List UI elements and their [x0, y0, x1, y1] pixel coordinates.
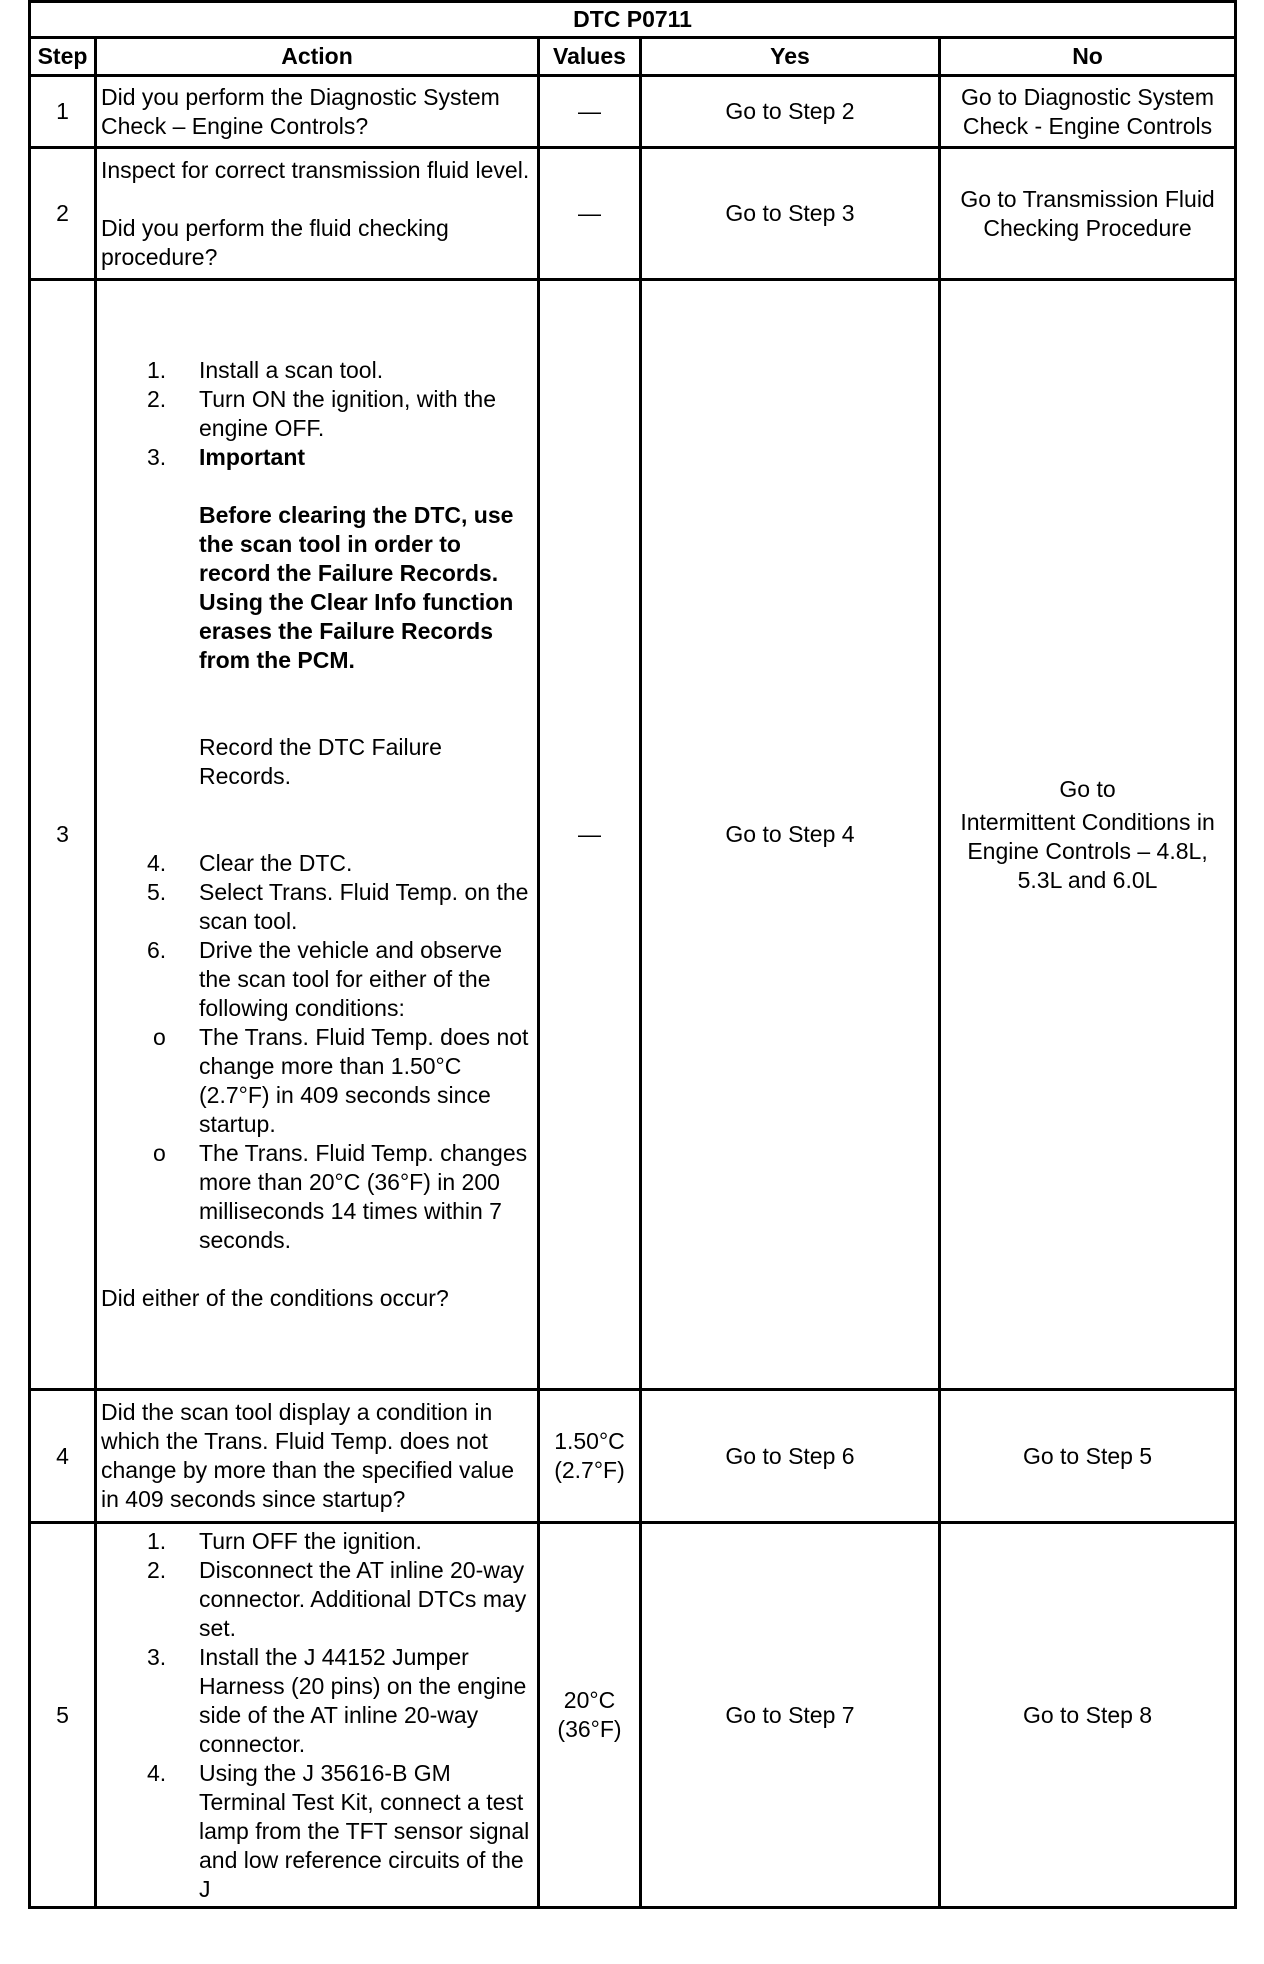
- list-item: 3. Important Before clearing the DTC, use the scan tool in order to record the Failure Records. Using the Clear Info function erases the Failure Records from the PCM. Record the DTC Failure Records.: [101, 443, 533, 791]
- table-row: [30, 280, 1236, 1390]
- yes-cell: Go to Step 6: [641, 1390, 940, 1523]
- yes-cell: Go to Step 7: [641, 1523, 940, 1908]
- action-cell: Did the scan tool display a condition in which the Trans. Fluid Temp. does not change by more than the specified value in 409 seconds since startup?: [96, 1390, 539, 1523]
- condition-item: o The Trans. Fluid Temp. does not change more than 1.50°C (2.7°F) in 409 seconds since startup.: [153, 1024, 529, 1137]
- list-item: 4. Clear the DTC.: [147, 850, 353, 876]
- no-cell: Go to Step 5: [940, 1390, 1236, 1523]
- step-number: 1: [30, 76, 96, 148]
- no-cell: Go to Transmission Fluid Checking Procedure: [940, 148, 1236, 280]
- header-step: Step: [30, 38, 96, 76]
- no-goto: Go to: [1059, 775, 1116, 802]
- action-cell: Did you perform the Diagnostic System Check – Engine Controls?: [96, 76, 539, 148]
- no-cell: Go to Diagnostic System Check - Engine Controls: [940, 76, 1236, 148]
- action-cell: [96, 1523, 539, 1908]
- values-cell: —: [539, 280, 641, 1390]
- list-item: 2. Turn ON the ignition, with the engine OFF.: [147, 386, 497, 441]
- list-item: 1. Turn OFF the ignition.: [147, 1527, 422, 1554]
- action-cell: [96, 148, 539, 280]
- step-number: 3: [30, 280, 96, 1390]
- list-item: 3. Install the J 44152 Jumper Harness (20 pins) on the engine side of the AT inline 20-way connector.: [147, 1643, 527, 1757]
- header-no: No: [940, 38, 1236, 76]
- action-list: [101, 356, 533, 1255]
- condition-item: o The Trans. Fluid Temp. changes more than 20°C (36°F) in 200 milliseconds 14 times within 7 seconds.: [153, 1140, 528, 1253]
- step-number: 5: [30, 1523, 96, 1908]
- yes-cell: Go to Step 3: [641, 148, 940, 280]
- values-cell: 1.50°C (2.7°F): [539, 1390, 641, 1523]
- condition-list: [101, 1023, 533, 1255]
- no-cell: [940, 280, 1236, 1390]
- action-question: Did either of the conditions occur?: [101, 1285, 449, 1311]
- table-title: DTC P0711: [30, 2, 1236, 38]
- table-row: [30, 148, 1236, 280]
- dtc-table: [28, 0, 1237, 1909]
- list-item: 5. Select Trans. Fluid Temp. on the scan tool.: [147, 879, 529, 934]
- no-cell: Go to Step 8: [940, 1523, 1236, 1908]
- table-row: [30, 1523, 1236, 1908]
- values-cell: —: [539, 148, 641, 280]
- yes-cell: Go to Step 4: [641, 280, 940, 1390]
- table-row: [30, 1390, 1236, 1523]
- step-number: 4: [30, 1390, 96, 1523]
- values-cell: 20°C (36°F): [539, 1523, 641, 1908]
- list-item: 2. Disconnect the AT inline 20-way connector. Additional DTCs may set.: [147, 1556, 527, 1641]
- record-text: Record the DTC Failure Records.: [199, 734, 442, 789]
- header-yes: Yes: [641, 38, 940, 76]
- values-cell: —: [539, 76, 641, 148]
- action-list: [101, 1527, 533, 1904]
- table-row: [30, 76, 1236, 148]
- yes-cell: Go to Step 2: [641, 76, 940, 148]
- header-values: Values: [539, 38, 641, 76]
- action-text: Inspect for correct transmission fluid level.: [101, 156, 530, 183]
- step-number: 2: [30, 148, 96, 280]
- important-note: Before clearing the DTC, use the scan tool in order to record the Failure Records. Using the Clear Info function erases the Failure Records from the PCM.: [199, 502, 514, 673]
- list-item: 1. Install a scan tool.: [147, 357, 384, 383]
- action-cell: [96, 280, 539, 1390]
- list-item: 6. Drive the vehicle and observe the scan tool for either of the following conditions: o The Trans. Fluid Temp. does not change more than 1.50°C (2.7°F) in 409 seconds since startup. o The Trans. Fluid Temp. changes more than 20°C (36°F) in 200 milliseconds 14 times within 7 seconds.: [101, 936, 533, 1255]
- action-question: Did you perform the fluid checking procedure?: [101, 214, 449, 270]
- list-item: 4. Using the J 35616-B GM Terminal Test Kit, connect a test lamp from the TFT sensor signal and low reference circuits of the J: [147, 1759, 530, 1902]
- header-action: Action: [96, 38, 539, 76]
- no-target: Intermittent Conditions in Engine Controls – 4.8L, 5.3L and 6.0L: [960, 808, 1215, 893]
